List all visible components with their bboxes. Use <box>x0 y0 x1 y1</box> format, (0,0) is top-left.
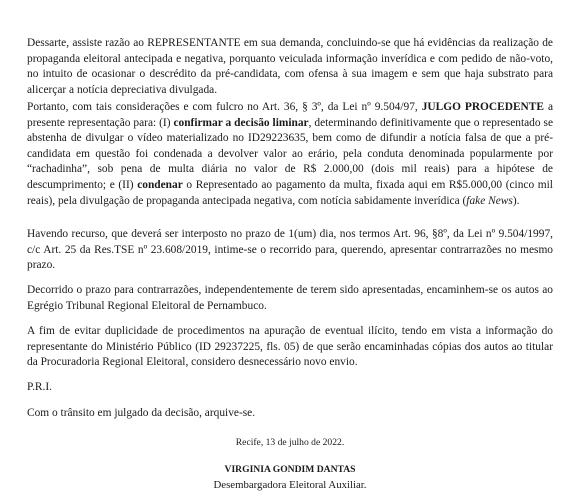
paragraph-duplication: A fim de evitar duplicidade de procedimentos na apuração de eventual ilícito, tendo em vista a informação do representante do Ministério Público (ID 29237225, fls. 05) de que serão encaminhadas cópias dos autos ao titular da Procuradoria Regional Eleitoral, considero desnecessário novo envio. <box>27 325 553 369</box>
judgment-verdict: JULGO PROCEDENTE <box>421 101 544 113</box>
judgment-fake-news: fake News <box>466 194 513 207</box>
signer-name: VIRGINIA GONDIM DANTAS <box>224 464 356 475</box>
judgment-text-1: a presente representação para: (I) <box>27 101 553 129</box>
paragraph-appeal: Havendo recurso, que deverá ser interposto no prazo de 1(um) dia, nos termos Art. 96, §8º, da Lei nº 9.504/1997, c/c Art. 25 da Res.TSE nº 23.608/2019, intime-se o recorrido para, querendo, apresentar contrarrazões no mesmo prazo. <box>27 228 553 272</box>
judgment-confirm: confirmar a decisão liminar <box>173 116 309 129</box>
paragraph-conclusion: Dessarte, assiste razão ao REPRESENTANTE em sua demanda, concluindo-se que há evidências da realização de propaganda eleitoral antecipada e negativa, porquanto veiculada informação inverídica e com pedido de não-voto, no intuito de ocasionar o descrédito da pré-candidata, com ofensa à sua imagem e sem que haja substrato para alicerçar a notícia depreciativa divulgada. <box>27 37 553 96</box>
judgment-text-2: , determinando definitivamente que o representado se abstenha de divulgar o vídeo materializado no ID29223635, bem como de difundir a notícia falsa de que a pré-candidata em questão foi condenada a devolver valor ao erário, pela conduta denominada popularmente por “rachadinha”, sob pena de multa diária no valor de R$ 2.000,00 (dois mil reais) para a hipótese de descumprimento; e (II) <box>27 116 554 191</box>
date-line: Recife, 13 de julho de 2022. <box>235 437 345 448</box>
judgment-text-3: o Representado ao pagamento da multa, fixada aqui em R$5.000,00 (cinco mil reais), pela divulgação de propaganda antecipada negativa, com notícia sabidamente inverídica ( <box>27 178 553 207</box>
judgment-intro: Portanto, com tais considerações e com fulcro no Art. 36, § 3º, da Lei nº 9.504/97, <box>27 101 418 113</box>
paragraph-archive: Com o trânsito em julgado da decisão, arquive-se. <box>27 407 256 419</box>
paragraph-judgment <box>27 100 553 209</box>
pri-line: P.R.I. <box>27 381 53 393</box>
judgment-condemn: condenar <box>137 178 183 191</box>
judgment-text-4: ). <box>512 194 520 207</box>
paragraph-forwarding: Decorrido o prazo para contrarrazões, independentemente de terem sido apresentadas, encaminhem-se os autos ao Egrégio Tribunal Regional Eleitoral de Pernambuco. <box>27 284 553 312</box>
signer-role: Desembargadora Eleitoral Auxiliar. <box>213 479 367 491</box>
